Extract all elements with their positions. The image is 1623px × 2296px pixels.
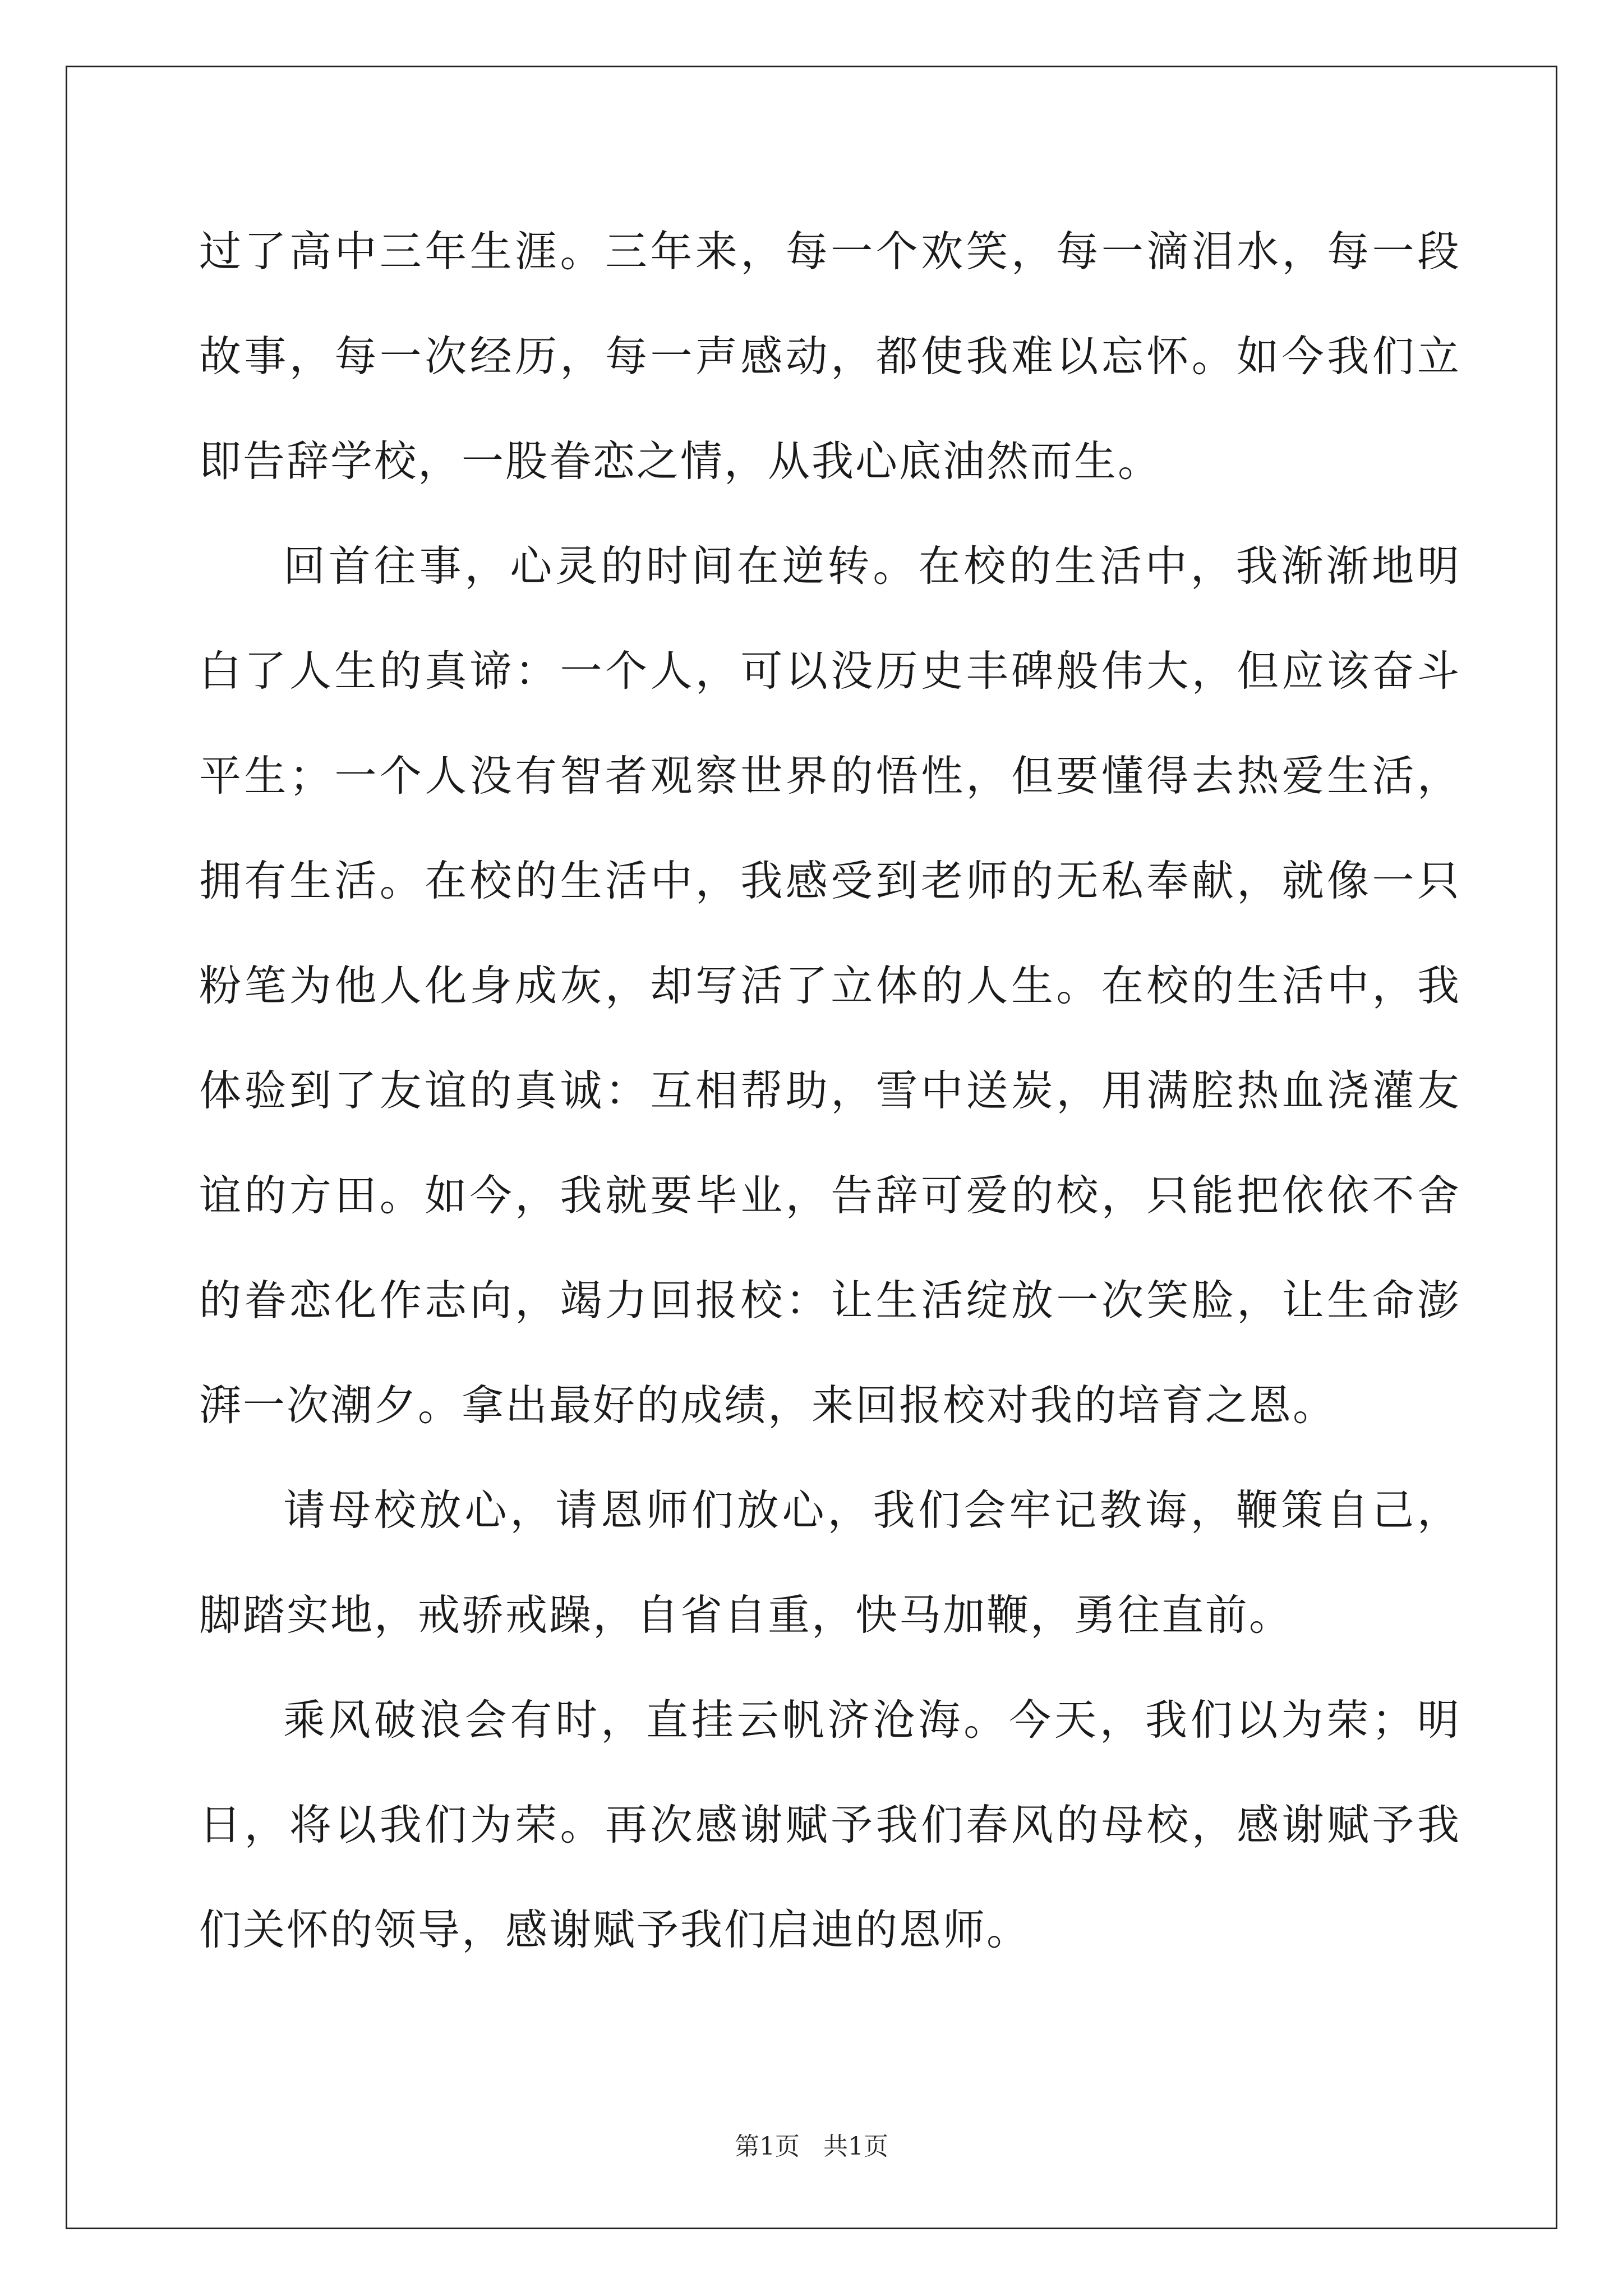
paragraph-4: 乘风破浪会有时，直挂云帆济沧海。今天，我们以为荣；明日，将以我们为荣。再次感谢赋予我们春风的母校，感谢赋予我们关怀的领导，感谢赋予我们启迪的恩师。 (199, 1695, 1461, 1954)
paragraph-1: 过了高中三年生涯。三年来，每一个欢笑，每一滴泪水，每一段故事，每一次经历，每一声感动，都使我难以忘怀。如今我们立即告辞学校，一股眷恋之情，从我心底油然而生。 (199, 227, 1461, 486)
paragraph-3: 请母校放心，请恩师们放心，我们会牢记教诲，鞭策自己，脚踏实地，戒骄戒躁，自省自重，快马加鞭，勇往直前。 (199, 1485, 1461, 1640)
document-body (199, 199, 1461, 1982)
page-number-footer: 第1页 共1页 (735, 2132, 888, 2161)
paragraph-2: 回首往事，心灵的时间在逆转。在校的生活中，我渐渐地明白了人生的真谛：一个人，可以没历史丰碑般伟大，但应该奋斗平生；一个人没有智者观察世界的悟性，但要懂得去热爱生活，拥有生活。在校的生活中，我感受到老师的无私奉献，就像一只粉笔为他人化身成灰，却写活了立体的人生。在校的生活中，我体验到了友谊的真诚：互相帮助，雪中送炭，用满腔热血浇灌友谊的方田。如今，我就要毕业，告辞可爱的校，只能把依依不舍的眷恋化作志向，竭力回报校：让生活绽放一次笑脸，让生命澎湃一次潮夕。拿出最好的成绩，来回报校对我的培育之恩。 (199, 541, 1461, 1430)
